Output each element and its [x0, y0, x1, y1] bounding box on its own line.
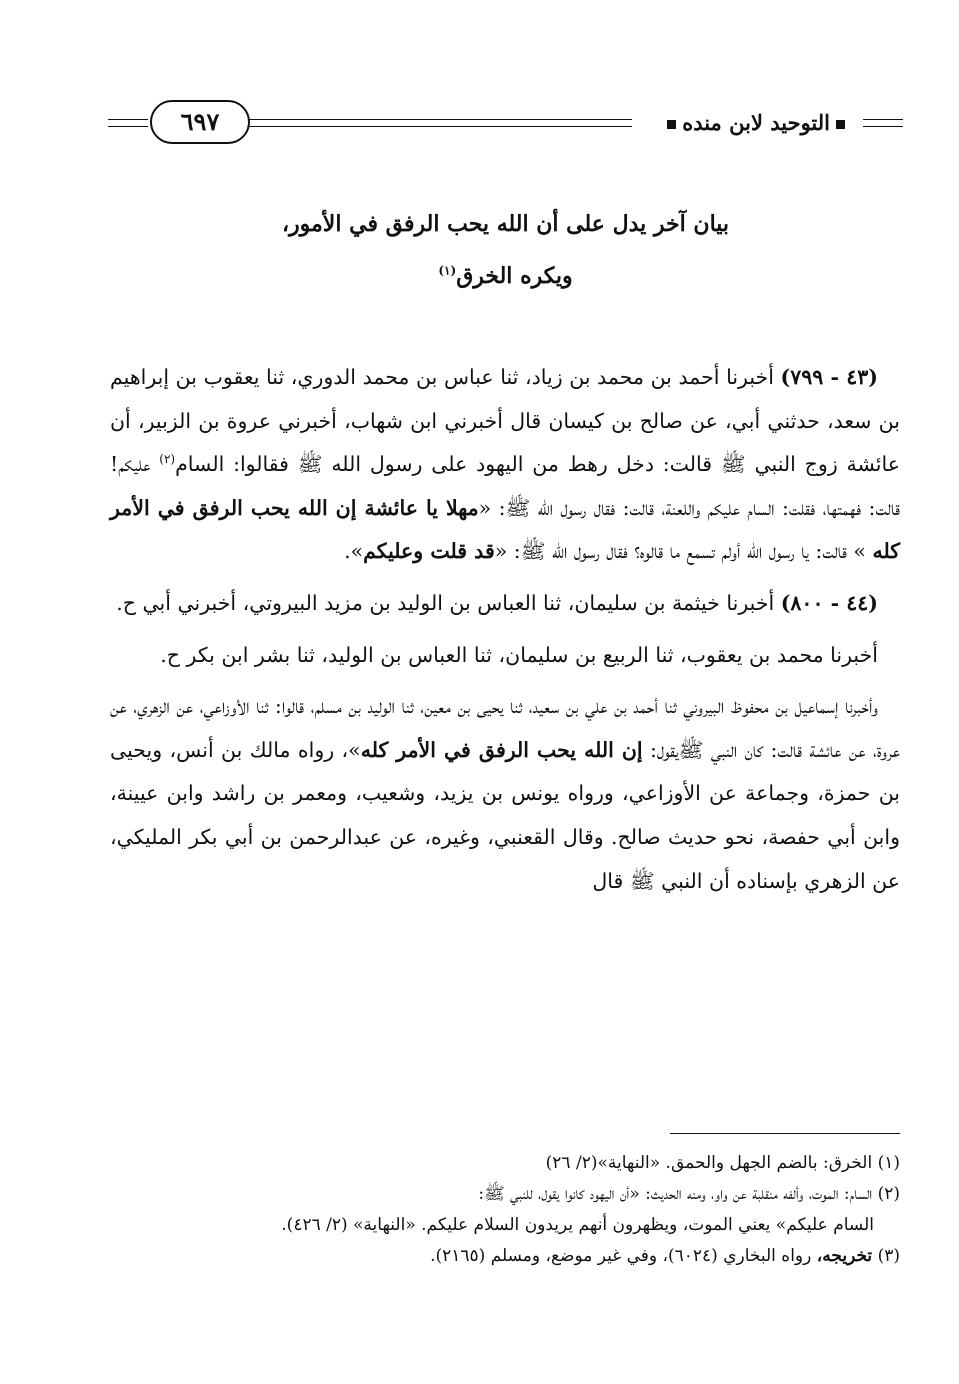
header-rule-left — [108, 119, 148, 128]
square-ornament-icon — [836, 120, 845, 129]
chapter-heading-line-2: ويكره الخرق$^{(١)}$ — [438, 263, 573, 289]
main-text — [110, 356, 900, 903]
square-ornament-icon — [667, 120, 676, 129]
header-rule-middle — [248, 119, 632, 128]
book-title: التوحيد لابن منده — [682, 110, 830, 135]
footnotes — [110, 1148, 900, 1272]
hadith-number: (٤٣ - ٧٩٩) — [780, 365, 878, 389]
header-rule-right — [863, 119, 903, 128]
hadith-quote: مهلا يا عائشة إن الله يحب الرفق في الأمر كله — [110, 495, 900, 564]
footnote-1: (١) الخرق: بالضم الجهل والحمق. «النهاية»(٢/ ٢٦) — [545, 1153, 900, 1173]
running-header — [108, 96, 903, 152]
header-title — [661, 110, 851, 135]
hadith-number: (٤٤ - ٨٠٠) — [780, 590, 878, 615]
footnote-3: (٣) تخريجه، رواه البخاري (٦٠٢٤)، وفي غير موضع، ومسلم (٢١٦٥). — [430, 1246, 900, 1266]
chapter-heading — [108, 198, 903, 302]
footnote-ref: (١) — [438, 263, 457, 278]
footnote-separator — [670, 1133, 900, 1134]
hadith-paragraph-800: (٤٤ - ٨٠٠) أخبرنا خيثمة بن سليمان، ثنا العباس بن الوليد بن مزيد البيروتي، أخبرني أبي ح. — [116, 590, 878, 615]
hadith-quote: قد قلت وعليكم — [363, 539, 495, 564]
chapter-heading-line-1: بيان آخر يدل على أن الله يحب الرفق في الأمور، — [281, 211, 730, 237]
footnote-ref: (٢) — [159, 452, 176, 467]
hadith-quote: إن الله يحب الرفق في الأمر كله — [360, 737, 643, 762]
footnote-2: (٢) السام: الموت، وألفه منقلبة عن واو، ومنه الحديث: «أن اليهود كانوا يقول، للنبي ﷺ: — [478, 1184, 900, 1204]
isnad-paragraph: أخبرنا محمد بن يعقوب، ثنا الربيع بن سليمان، ثنا العباس بن الوليد، ثنا بشر ابن بكر ح. — [160, 642, 878, 667]
isnad-paragraph-2: وأخبرنا إسماعيل بن محفوظ البيروني ثنا أحمد بن علي بن سعيد، ثنا يحيى بن معين، ثنا الوليد بن مسلم، قالوا: ثنا الأوزاعي، عن الزهري، عن عروة، عن عائشة قالت: كان النبي ﷺيقول: إن الله يحب الرفق في الأمر كله»، رواه مالك بن أنس، ويحيى بن حمزة، وجماعة عن الأوزاعي، ورواه يونس بن يزيد، وشعيب، ومعمر بن راشد وابن عيينة، وابن أبي حفصة، نحو حديث صالح. وقال القعنبي، وغيره، عن عبدالرحمن بن أبي بكر المليكي، عن الزهري بإسناده أن النبي ﷺ قال — [110, 694, 900, 893]
hadith-paragraph-799: (٤٣ - ٧٩٩) أخبرنا أحمد بن محمد بن زياد، ثنا عباس بن محمد الدوري، ثنا يعقوب بن إبراهيم بن سعد، حدثني أبي، عن صالح بن كيسان قال أخبرني ابن شهاب، أخبرني عروة بن الزبير، أن عائشة زوج النبي ﷺ قالت: دخل رهط من اليهود على رسول الله ﷺ فقالوا: السام$^{(٢)}$ عليكم! قالت: فهمتها، فقلت: السام عليكم واللعنة، قالت: فقال رسول الله ﷺ: «مهلا يا عائشة إن الله يحب الرفق في الأمر كله » قالت: يا رسول الله أولم تسمع ما قالوه؟ فقال رسول الله ﷺ: «قد قلت وعليكم». — [110, 365, 900, 564]
page-number-badge: ٦٩٧ — [150, 100, 250, 144]
footnote-2-continuation: السام عليكم» يعني الموت، ويظهرون أنهم يريدون السلام عليكم. «النهاية» (٢/ ٤٢٦). — [281, 1215, 874, 1235]
